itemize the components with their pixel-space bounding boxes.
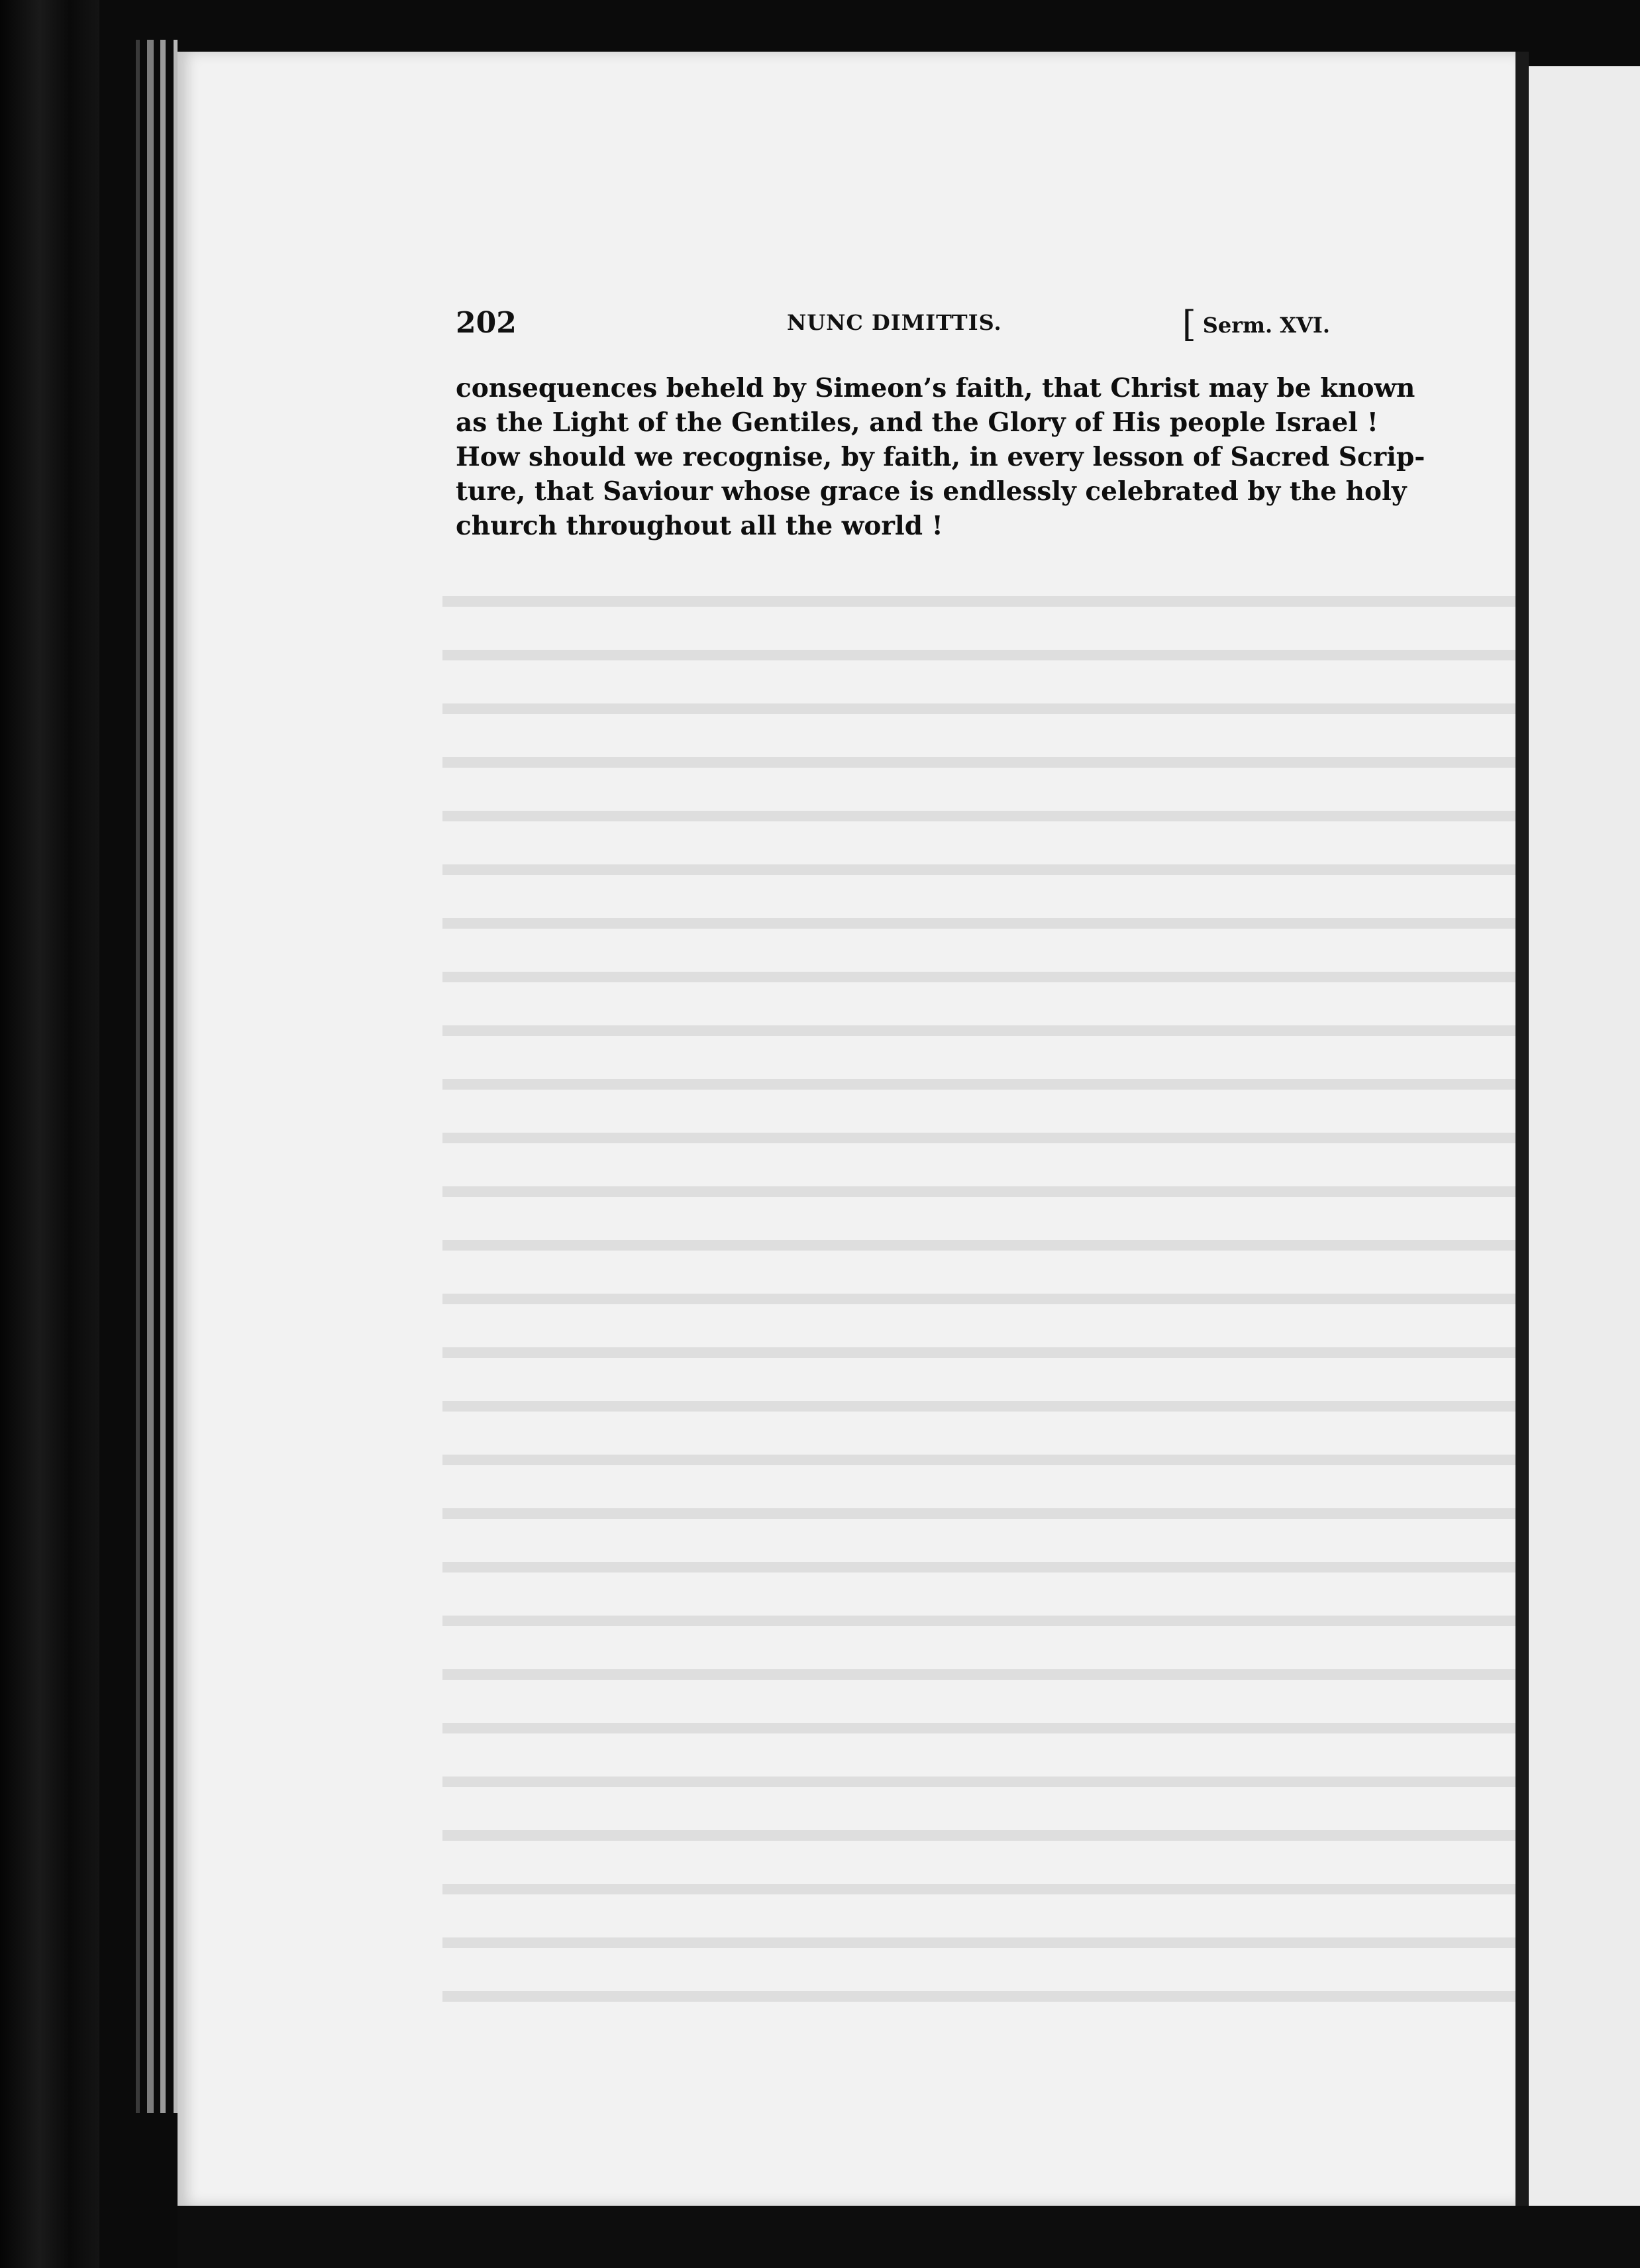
page-gutter [1515,52,1529,2206]
scan-border [178,2206,1640,2268]
running-title: NUNC DIMITTIS. [787,310,1002,335]
text-line: ture, that Saviour whose grace is endlessly celebrated by the holy [456,476,1407,507]
running-head [456,303,1330,352]
page-edge-line [147,40,154,2113]
bleed-through-texture [442,568,1529,2026]
book-binding [0,0,99,2268]
page-edge-line [160,40,166,2113]
section-label: Serm. XVI. [1202,313,1330,338]
text-line: as the Light of the Gentiles, and the Glory of His people Israel ! [456,407,1378,438]
body-paragraph [456,371,1425,543]
page-number: 202 [456,306,517,340]
page-edge-line [136,40,140,2113]
text-line: church throughout all the world ! [456,511,943,541]
text-line: How should we recognise, by faith, in every lesson of Sacred Scrip- [456,442,1425,472]
facing-page [1529,66,1640,2219]
text-line: consequences beheld by Simeon’s faith, that Christ may be known [456,373,1415,403]
section-bracket: [ [1182,303,1196,345]
section-label-group [1182,303,1330,345]
